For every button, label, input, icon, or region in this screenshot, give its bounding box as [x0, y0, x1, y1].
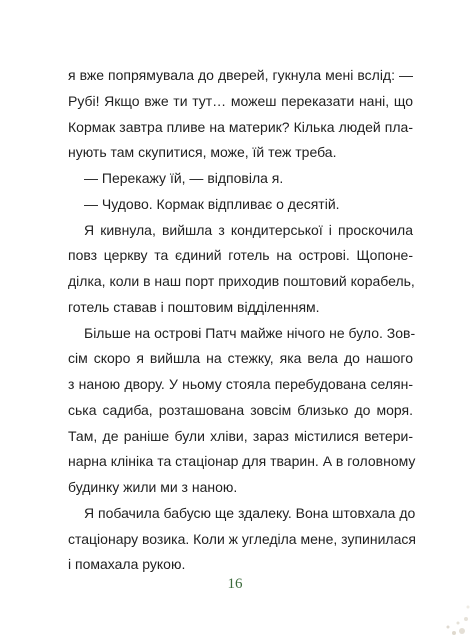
text-line: ділка, коли в наш порт приходив поштовий корабель,: [68, 273, 415, 289]
text-line: Рубі! Якщо вже ти тут… можеш переказати нані, що: [68, 92, 413, 109]
text-line: Я кивнула, вийшла з кондитерської і проскочила: [84, 221, 413, 238]
corner-floral-decoration: [410, 547, 470, 637]
text-line: — Перекажу їй, — відповіла я.: [84, 170, 284, 186]
text-line: нують там скупитися, може, їй теж треба.: [68, 144, 337, 161]
text-line: будинку жили ми з наною.: [68, 479, 238, 495]
text-line: — Чудово. Кормак відпливає о десятій.: [84, 195, 340, 212]
text-line: я вже попрямувала до дверей, гукнула мені вслід: —: [68, 67, 413, 83]
text-line: і помахала рукою.: [68, 556, 186, 573]
text-line: нарна клініка та стаціонар для тварин. А в головному: [68, 453, 416, 470]
text-line: ська садиба, розташована зовсім близько до моря.: [68, 401, 413, 418]
page-number: 16: [227, 576, 243, 592]
text-line: Кормак завтра пливе на материк? Кілька людей пла-: [68, 118, 413, 135]
text-line: Більше на острові Патч майже нічого не було. Зов-: [84, 324, 416, 341]
text-line: стаціонару возика. Коли ж угледіла мене, зупинилася: [68, 530, 416, 547]
body-text: [68, 63, 416, 578]
text-line: Я побачила бабусю ще здалеку. Вона штовхала до: [84, 504, 416, 521]
text-line: готель ставав і поштовим відділенням.: [68, 298, 320, 315]
text-line: Там, де раніше були хліви, зараз містилися ветери-: [68, 427, 413, 444]
text-line: повз церкву та єдиний готель на острові. Щопоне-: [68, 247, 413, 264]
text-line: з наною двору. У ньому стояла перебудована селян-: [68, 376, 413, 392]
text-line: сім скоро я вийшла на стежку, яка вела до нашого: [68, 350, 413, 367]
